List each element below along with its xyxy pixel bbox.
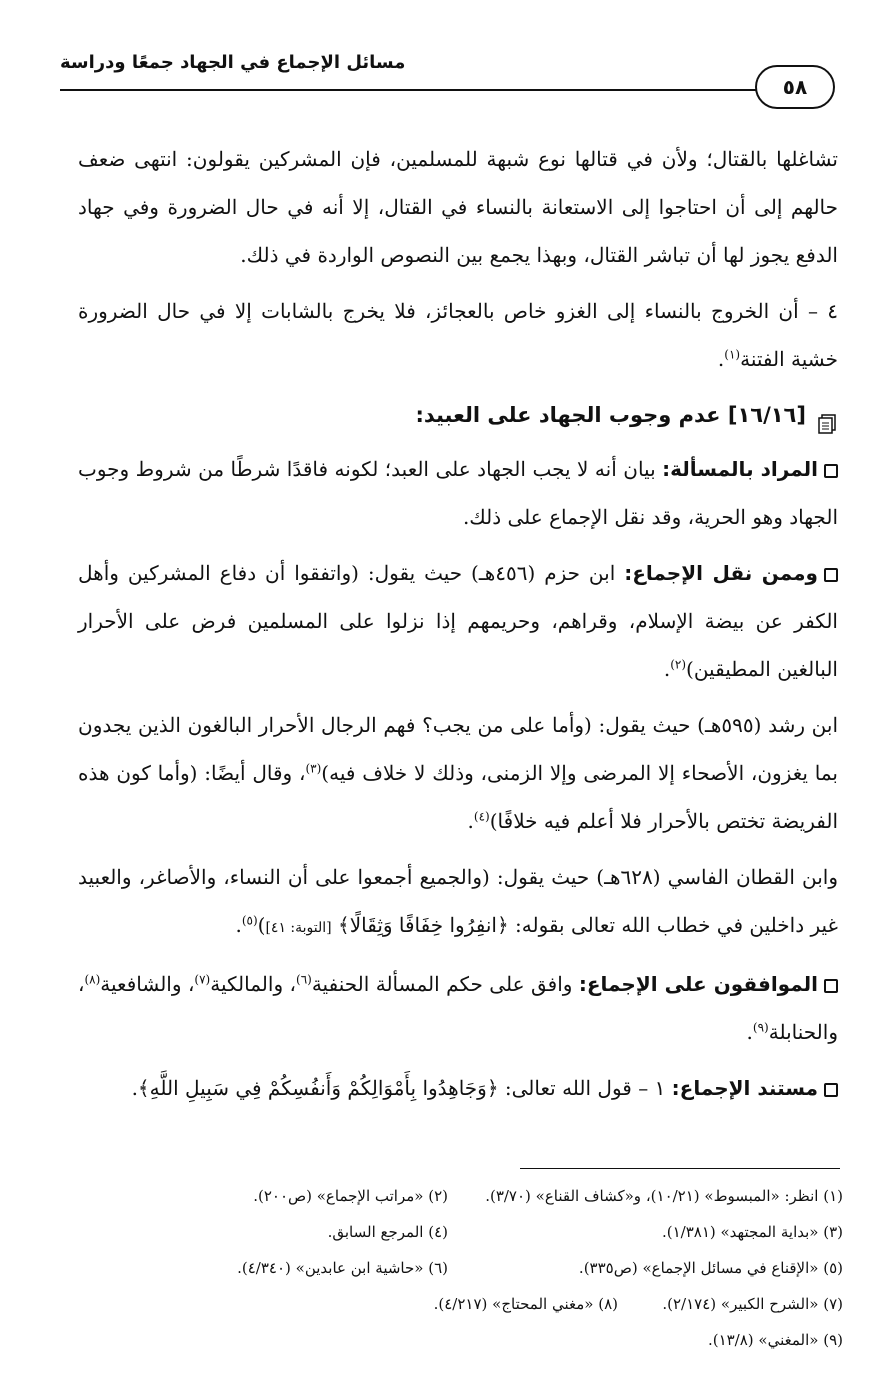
punct: .: [663, 657, 671, 681]
footnote-row: [78, 1250, 843, 1286]
checkbox-square-icon: [824, 1083, 838, 1097]
document-stack-icon: [816, 404, 838, 426]
footnote-2: (٢) «مراتب الإجماع» (ص٢٠٠).: [253, 1187, 448, 1205]
footnote-ref-3[interactable]: (٣): [305, 761, 322, 776]
footnote-1: (١) انظر: «المبسوط» (١٠/٢١)، و«كشاف القناع» (٣/٧٠).: [485, 1187, 843, 1205]
punct: ): [257, 913, 266, 937]
footnote-8: (٨) «مغني المحتاج» (٤/٢١٧).: [433, 1295, 618, 1313]
paragraph-murad: [78, 445, 838, 541]
punct: .: [717, 347, 725, 371]
murad-text: بيان أنه لا يجب الجهاد على العبد؛ لكونه فاقدًا شرطًا من شروط وجوب الجهاد وهو الحرية، وقد نقل الإجماع على ذلك.: [78, 457, 838, 529]
footnote-6: (٦) «حاشية ابن عابدين» (٤/٣٤٠).: [237, 1259, 448, 1277]
footnotes: [78, 1178, 843, 1358]
checkbox-square-icon: [824, 464, 838, 478]
muwafiq-text: ، والحنابلة: [78, 972, 838, 1044]
issue-heading: [78, 391, 838, 439]
paragraph-ibn-qattan: [78, 853, 838, 952]
footnote-5: (٥) «الإقناع في مسائل الإجماع» (ص٣٣٥).: [578, 1259, 843, 1277]
qattan-text: وابن القطان الفاسي (٦٢٨هـ) حيث يقول: (والجميع أجمعوا على أن النساء، والأصاغر، والعبيد غير داخلين في خطاب الله تعالى بقوله: ﴿انفِرُوا خِفَافًا وَثِقَالًا﴾: [78, 865, 838, 937]
footnote-4: (٤) المرجع السابق.: [327, 1223, 448, 1241]
footnote-row: [78, 1214, 843, 1250]
footnote-row: [78, 1322, 843, 1358]
footnote-ref-2[interactable]: (٢): [670, 657, 687, 672]
muwafiq-text: ، والمالكية: [210, 972, 296, 996]
footnote-row: [78, 1178, 843, 1214]
rushd-text-1: ابن رشد (٥٩٥هـ) حيث يقول: (وأما على من يجب؟ فهم الرجال الأحرار البالغون الذين يجدون بما يغزون، الأصحاء إلا المرضى وإلا الزمنى، وذلك لا خلاف فيه): [78, 713, 839, 785]
footnote-ref-5[interactable]: (٥): [241, 913, 258, 928]
main-text: [78, 135, 838, 1120]
paragraph-mustanad: [78, 1064, 838, 1112]
footnote-ref-8[interactable]: (٨): [84, 972, 101, 987]
footnote-7: (٧) «الشرح الكبير» (٢/١٧٤).: [662, 1295, 843, 1313]
point-4-text: ٤ – أن الخروج بالنساء إلى الغزو خاص بالعجائز، فلا يخرج بالشابات إلا في حال الضرورة خشية الفتنة: [78, 299, 838, 371]
paragraph-continuation: تشاغلها بالقتال؛ ولأن في قتالها نوع شبهة للمسلمين، فإن المشركين يقولون: انتهى ضعف حالهم إلى أن احتاجوا إلى الاستعانة بالنساء في القتال، إلا أنه في حال الضرورة وفي جهاد الدفع يجوز لها أن تباشر القتال، وبهذا يجمع بين النصوص الواردة في ذلك.: [78, 147, 838, 267]
mustanad-label: مستند الإجماع:: [671, 1076, 818, 1100]
quran-citation: [التوبة: ٤١]: [265, 920, 332, 936]
paragraph-point-4: [78, 287, 838, 383]
paragraph-naql: [78, 549, 838, 693]
mustanad-text: ١ – قول الله تعالى: ﴿وَجَاهِدُوا بِأَمْوَالِكُمْ وَأَنفُسِكُمْ فِي سَبِيلِ اللَّهِ﴾.: [131, 1076, 672, 1100]
rushd-text-2: ، وقال أيضًا: (وأما كون هذه الفريضة تختص بالأحرار فلا أعلم فيه خلافًا): [78, 761, 838, 833]
header-rule: [60, 89, 760, 91]
footnote-3: (٣) «بداية المجتهد» (١/٣٨١).: [661, 1223, 843, 1241]
footnote-ref-1[interactable]: (١): [724, 347, 741, 362]
footnote-ref-4[interactable]: (٤): [473, 809, 490, 824]
muwafiq-text: ، والشافعية: [100, 972, 195, 996]
naql-label: وممن نقل الإجماع:: [624, 561, 818, 585]
punct: .: [467, 809, 474, 833]
footnote-ref-6[interactable]: (٦): [296, 972, 312, 987]
paragraph-ibn-rushd: [78, 701, 838, 845]
footnote-row: [78, 1286, 843, 1322]
murad-label: المراد بالمسألة:: [662, 457, 818, 481]
footnote-ref-9[interactable]: (٩): [752, 1020, 769, 1035]
footnote-separator: [520, 1168, 840, 1169]
punct: .: [235, 913, 242, 937]
checkbox-square-icon: [824, 979, 838, 993]
page-number: ٥٨: [755, 65, 835, 109]
issue-heading-text: [١٦/١٦] عدم وجوب الجهاد على العبيد:: [415, 403, 806, 427]
punct: .: [746, 1020, 753, 1044]
paragraph-muwafiqun: [78, 960, 838, 1056]
naql-text: ابن حزم (٤٥٦هـ) حيث يقول: (واتفقوا أن دفاع المشركين وأهل الكفر عن بيضة الإسلام، وقراهم، وحريمهم إذا نزلوا على المسلمين فرض على الأحرار البالغين المطيقين): [78, 561, 838, 681]
running-header-title: مسائل الإجماع في الجهاد جمعًا ودراسة: [60, 52, 406, 73]
checkbox-square-icon: [824, 568, 838, 582]
footnote-9: (٩) «المغني» (١٣/٨).: [707, 1331, 843, 1349]
muwafiq-text: وافق على حكم المسألة الحنفية: [311, 972, 579, 996]
muwafiq-label: الموافقون على الإجماع:: [578, 972, 818, 996]
footnote-ref-7[interactable]: (٧): [194, 972, 211, 987]
